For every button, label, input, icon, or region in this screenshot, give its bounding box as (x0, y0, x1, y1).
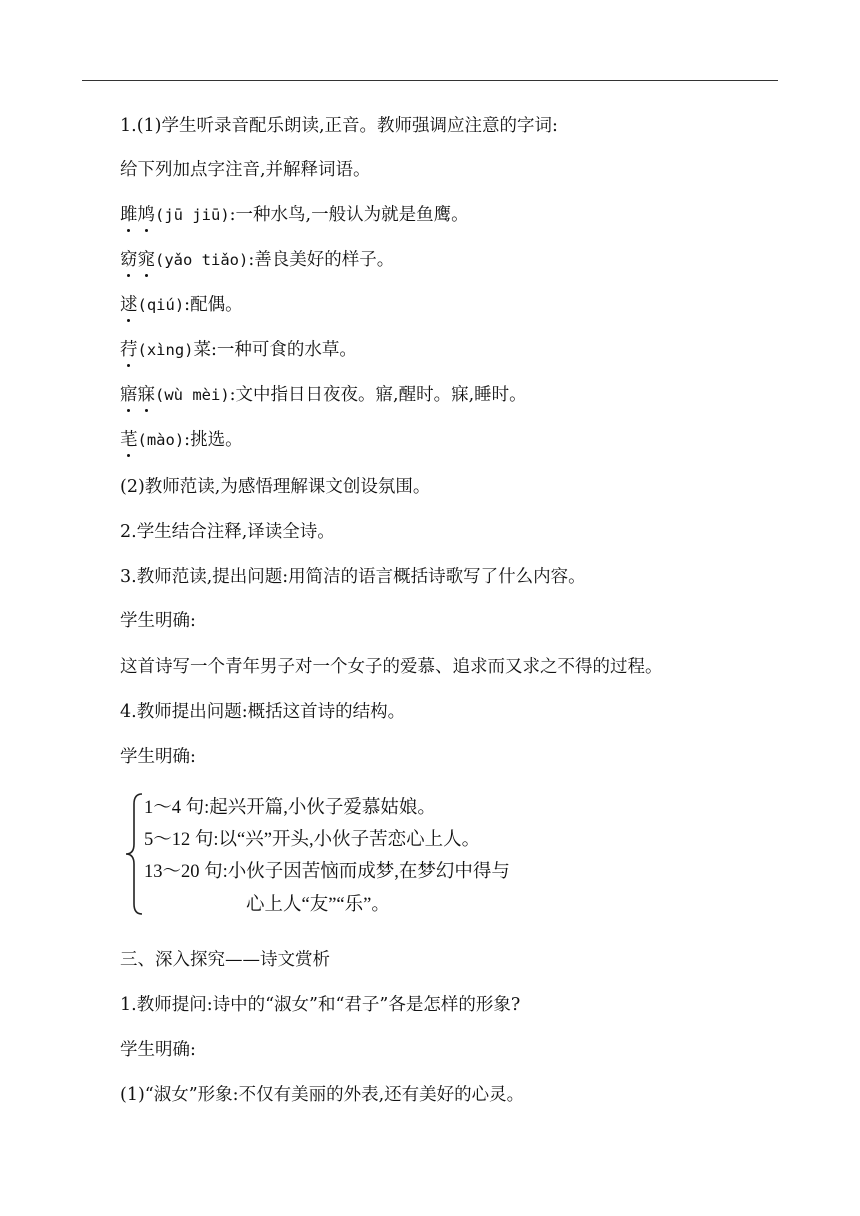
text-line: 4.教师提出问题:概括这首诗的结构。 (120, 702, 406, 722)
pinyin: (mào) (137, 431, 185, 449)
vocab-item (120, 203, 469, 227)
text-line: (2)教师范读,为感悟理解课文创设氛围。 (120, 477, 431, 497)
vocab-item (120, 248, 394, 272)
text-line: 学生明确: (120, 747, 196, 767)
dotted-char: 窈 (120, 248, 138, 272)
vocab-item (120, 338, 357, 362)
gloss: 菜:一种可食的水草。 (193, 340, 357, 360)
gloss: :文中指日日夜夜。寤,醒时。寐,睡时。 (229, 385, 527, 405)
dotted-char: 雎 (120, 203, 138, 227)
text-line: 3.教师范读,提出问题:用简洁的语言概括诗歌写了什么内容。 (120, 567, 586, 587)
dotted-char: 鸠 (138, 203, 156, 227)
vocab-item (120, 383, 527, 407)
structure-line: 13～20 句:小伙子因苦恼而成梦,在梦幻中得与 (144, 862, 510, 882)
dotted-char: 寐 (138, 383, 156, 407)
gloss: :挑选。 (184, 430, 243, 450)
pinyin: (wù mèi) (155, 386, 230, 404)
dotted-char: 荇 (120, 338, 138, 362)
dotted-char: 芼 (120, 428, 138, 452)
text-line: 1.教师提问:诗中的“淑女”和“君子”各是怎样的形象? (120, 995, 521, 1015)
text-line: 这首诗写一个青年男子对一个女子的爱慕、追求而又求之不得的过程。 (120, 657, 663, 677)
pinyin: (yǎo tiǎo) (155, 251, 249, 269)
dotted-char: 寤 (120, 383, 138, 407)
vocab-item (120, 428, 243, 452)
structure-line: 心上人“友”“乐”。 (246, 895, 390, 915)
text-line: 2.学生结合注释,译读全诗。 (120, 522, 335, 542)
header-rule (82, 80, 778, 81)
gloss: :配偶。 (184, 295, 243, 315)
structure-line: 1～4 句:起兴开篇,小伙子爱慕姑娘。 (144, 798, 436, 818)
section-heading: 三、深入探究——诗文赏析 (120, 950, 330, 970)
text-line: (1)“淑女”形象:不仅有美丽的外表,还有美好的心灵。 (120, 1085, 525, 1105)
structure-line: 5～12 句:以“兴”开头,小伙子苦恋心上人。 (144, 830, 481, 850)
text-line: 给下列加点字注音,并解释词语。 (120, 160, 371, 180)
gloss: :一种水鸟,一般认为就是鱼鹰。 (229, 205, 469, 225)
pinyin: (jū jiū) (155, 206, 230, 224)
dotted-char: 逑 (120, 293, 138, 317)
dotted-char: 窕 (138, 248, 156, 272)
pinyin: (xìng) (137, 341, 194, 359)
pinyin: (qiú) (137, 296, 185, 314)
gloss: :善良美好的样子。 (248, 250, 395, 270)
vocab-item (120, 293, 243, 317)
text-line: 学生明确: (120, 611, 196, 631)
text-line: 1.(1)学生听录音配乐朗读,正音。教师强调应注意的字词: (120, 116, 558, 136)
text-line: 学生明确: (120, 1040, 196, 1060)
